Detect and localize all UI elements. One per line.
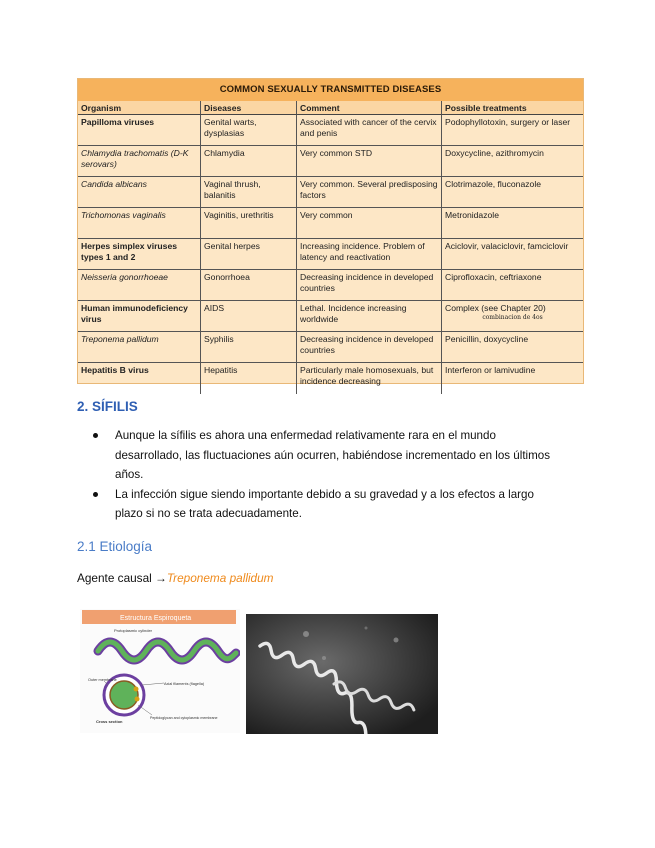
label-axial: Axial filaments (flagella)	[164, 682, 205, 686]
section-heading: 2. SÍFILIS	[77, 399, 138, 414]
treatment-cell	[442, 177, 583, 208]
organism-cell	[78, 146, 201, 177]
treatment-cell	[442, 239, 583, 270]
diseases-cell	[201, 177, 297, 208]
treatment-cell	[442, 270, 583, 301]
list-item	[93, 485, 563, 524]
comment-cell	[297, 363, 442, 394]
cell-text: Chlamydia trachomatis (D-K serovars)	[81, 148, 189, 169]
col-header-comment: Comment	[297, 101, 442, 115]
diseases-cell	[201, 208, 297, 239]
diseases-cell	[201, 301, 297, 332]
comment-cell	[297, 270, 442, 301]
cell-text: Syphilis	[204, 334, 234, 344]
diseases-cell	[201, 332, 297, 363]
comment-cell	[297, 332, 442, 363]
cell-text: Complex (see Chapter 20)	[445, 303, 546, 313]
col-header-diseases: Diseases	[201, 101, 297, 115]
cell-text: Hepatitis B virus	[81, 365, 149, 375]
comment-cell	[297, 177, 442, 208]
agent-label: Agente causal →	[77, 571, 167, 585]
cell-text: Herpes simplex viruses types 1 and 2	[81, 241, 178, 262]
table-grid	[78, 101, 583, 115]
treatment-cell	[442, 301, 583, 332]
label-peptido: Peptidoglycan and cytoplasmic membrane	[150, 716, 218, 720]
col-header-treatments: Possible treatments	[442, 101, 583, 115]
cell-text: Metronidazole	[445, 210, 499, 220]
cell-text: Interferon or lamivudine	[445, 365, 536, 375]
comment-cell	[297, 115, 442, 146]
agent-name: Treponema pallidum	[166, 571, 274, 585]
diseases-cell	[201, 270, 297, 301]
cell-text: Vaginitis, urethritis	[204, 210, 274, 220]
organism-cell	[78, 208, 201, 239]
diagram-title: Estructura Espiroqueta	[120, 615, 192, 622]
electron-micrograph-image	[246, 614, 438, 734]
cell-text: Penicillin, doxycycline	[445, 334, 529, 344]
cell-text: Vaginal thrush, balanitis	[204, 179, 261, 200]
label-outer: Outer membrane	[88, 678, 117, 682]
cell-text: AIDS	[204, 303, 225, 313]
cell-text: Candida albicans	[81, 179, 147, 189]
cell-text: Decreasing incidence in developed countries	[300, 334, 434, 355]
organism-cell	[78, 301, 201, 332]
cell-text: Very common. Several predisposing factors	[300, 179, 438, 200]
cell-text: Clotrimazole, fluconazole	[445, 179, 542, 189]
diseases-cell	[201, 146, 297, 177]
cell-text: Papilloma viruses	[81, 117, 155, 127]
list-item	[93, 426, 563, 485]
organism-cell	[78, 363, 201, 394]
bullet-text: La infección sigue siendo importante debido a su gravedad y a los efectos a largo plazo si no se trata adecuadamente.	[115, 487, 534, 520]
causal-agent-line	[77, 571, 274, 585]
col-header-organism: Organism	[78, 101, 201, 115]
table-title: COMMON SEXUALLY TRANSMITTED DISEASES	[78, 79, 583, 101]
cell-text: Very common STD	[300, 148, 373, 158]
cell-text: Genital herpes	[204, 241, 260, 251]
organism-cell	[78, 177, 201, 208]
handwritten-note: combinacion de 4os	[482, 314, 543, 321]
cell-text: Podophyllotoxin, surgery or laser	[445, 117, 571, 127]
cell-text: Associated with cancer of the cervix and penis	[300, 117, 437, 138]
micrograph-svg	[246, 614, 438, 734]
bullet-icon	[93, 492, 98, 497]
comment-cell	[297, 239, 442, 270]
subsection-heading: 2.1 Etiología	[77, 539, 153, 554]
cell-text: Treponema pallidum	[81, 334, 159, 344]
label-protoplasmic: Protoplasmic cylinder	[114, 628, 153, 633]
cell-text: Aciclovir, valaciclovir, famciclovir	[445, 241, 569, 251]
cell-text: Decreasing incidence in developed countries	[300, 272, 434, 293]
cell-text: Particularly male homosexuals, but incidence decreasing	[300, 365, 434, 386]
axial-filament-dot	[135, 697, 140, 702]
cell-text: Human immunodeficiency virus	[81, 303, 188, 324]
cell-text: Lethal. Incidence increasing worldwide	[300, 303, 407, 324]
cell-text: Ciprofloxacin, ceftriaxone	[445, 272, 542, 282]
table-body	[78, 115, 583, 394]
axial-filament-dot	[134, 687, 139, 692]
cell-text: Neisseria gonorrhoeae	[81, 272, 168, 282]
spirochete-diagram-svg	[80, 609, 240, 733]
cell-text: Chlamydia	[204, 148, 245, 158]
cell-text: Hepatitis	[204, 365, 238, 375]
treatment-cell	[442, 146, 583, 177]
cell-text: Trichomonas vaginalis	[81, 210, 166, 220]
diseases-cell	[201, 115, 297, 146]
cell-text: Gonorrhoea	[204, 272, 250, 282]
treatment-cell	[442, 363, 583, 394]
diseases-cell	[201, 363, 297, 394]
cell-text: Genital warts, dysplasias	[204, 117, 257, 138]
comment-cell	[297, 208, 442, 239]
spirochete-structure-diagram	[80, 609, 240, 733]
comment-cell	[297, 301, 442, 332]
cell-text: Very common	[300, 210, 353, 220]
treatment-cell	[442, 332, 583, 363]
organism-cell	[78, 239, 201, 270]
label-cross: Cross section	[96, 719, 123, 724]
bullet-list	[93, 426, 563, 524]
bullet-icon	[93, 433, 98, 438]
treatment-cell	[442, 208, 583, 239]
std-table-image	[77, 78, 584, 384]
organism-cell	[78, 115, 201, 146]
treatment-cell	[442, 115, 583, 146]
bullet-text: Aunque la sífilis es ahora una enfermedad relativamente rara en el mundo desarrollado, las fluctuaciones aún ocurren, habiéndose incrementado en los últimos años.	[115, 429, 551, 481]
cell-text: Increasing incidence. Problem of latency and reactivation	[300, 241, 425, 262]
organism-cell	[78, 270, 201, 301]
diseases-cell	[201, 239, 297, 270]
cell-text: Doxycycline, azithromycin	[445, 148, 544, 158]
organism-cell	[78, 332, 201, 363]
cross-section-inner	[110, 681, 138, 709]
comment-cell	[297, 146, 442, 177]
